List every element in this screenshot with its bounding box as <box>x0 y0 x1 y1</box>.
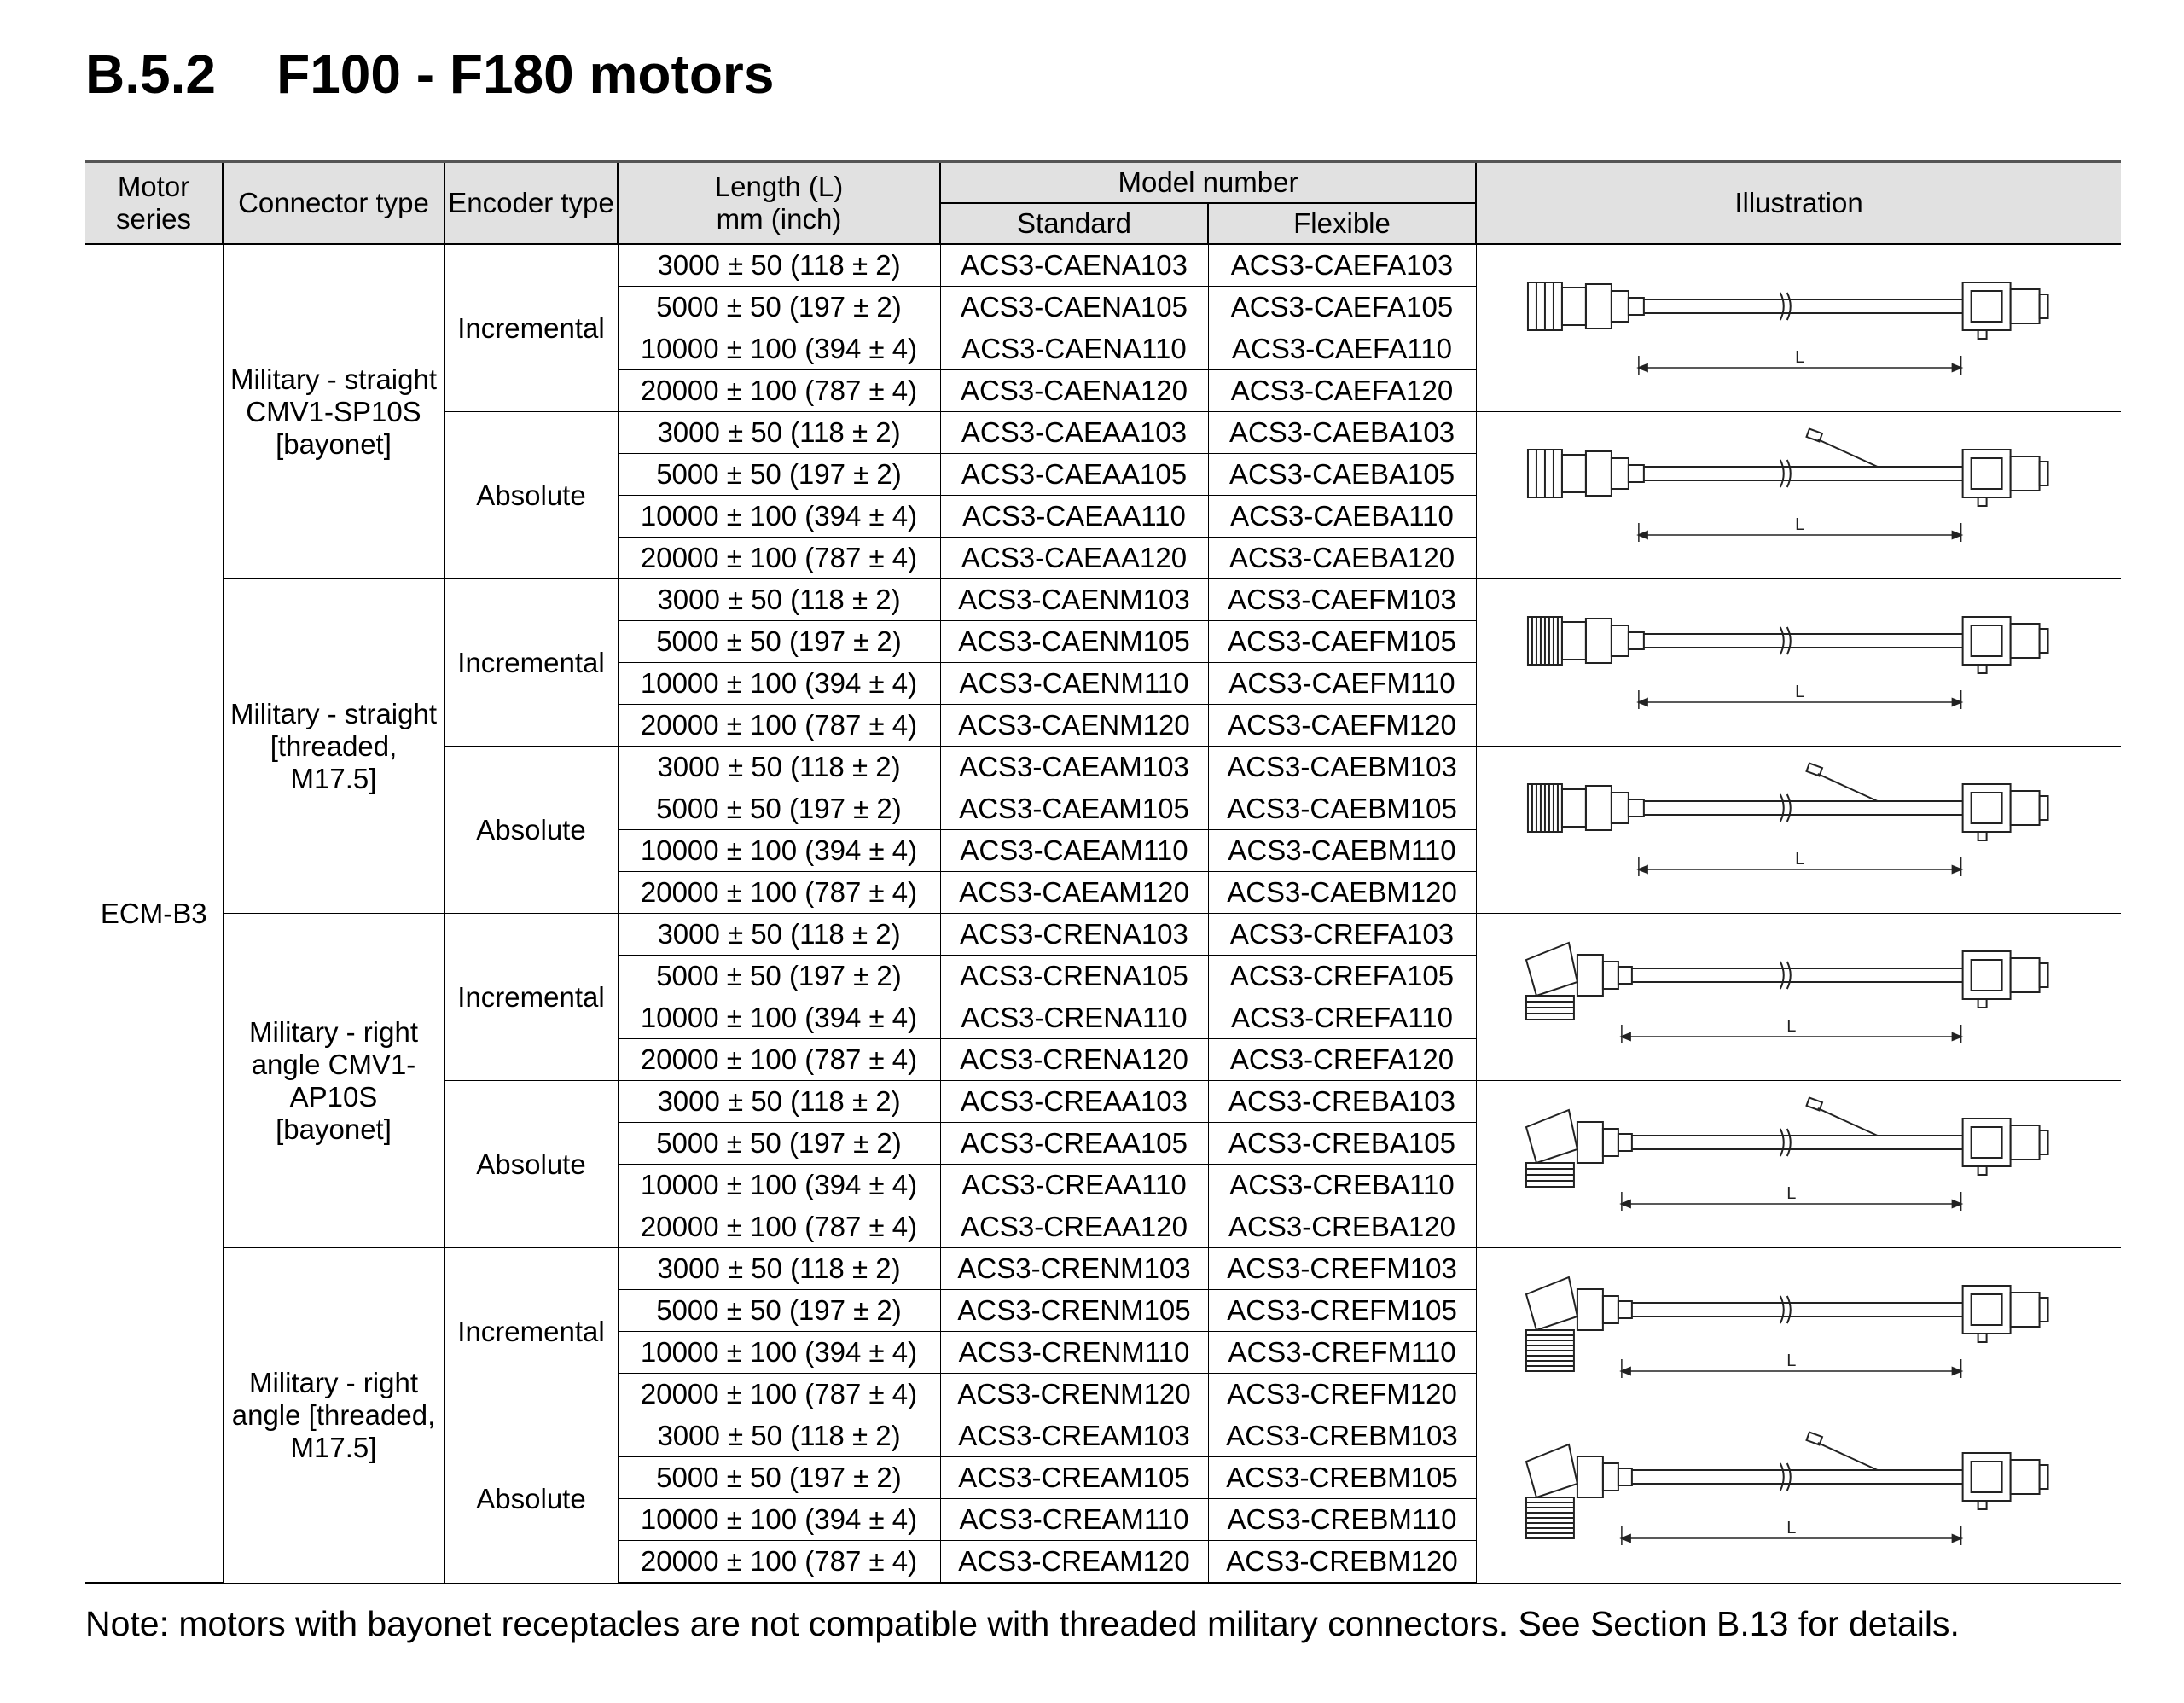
cable-illustration-cell <box>1476 1081 2121 1248</box>
standard-model-cell: ACS3-CREAA103 <box>940 1081 1208 1123</box>
footnote: Note: motors with bayonet receptacles are not compatible with threaded military connectors. See Section B.13 for details. <box>85 1604 1960 1643</box>
standard-model-cell: ACS3-CAENM105 <box>940 621 1208 663</box>
flexible-model-cell: ACS3-CREFA120 <box>1208 1039 1476 1081</box>
length-cell: 10000 ± 100 (394 ± 4) <box>618 663 940 705</box>
standard-model-cell: ACS3-CAEAM110 <box>940 830 1208 872</box>
cable-illustration <box>1477 1083 2122 1247</box>
connector-type-cell: Military - straight CMV1-SP10S [bayonet] <box>223 244 444 579</box>
flexible-model-cell: ACS3-CAEBM103 <box>1208 747 1476 788</box>
length-cell: 10000 ± 100 (394 ± 4) <box>618 496 940 538</box>
encoder-cable-table <box>85 160 2121 1584</box>
standard-model-cell: ACS3-CREAA105 <box>940 1123 1208 1165</box>
length-cell: 5000 ± 50 (197 ± 2) <box>618 621 940 663</box>
dimension-label: L <box>1794 514 1804 534</box>
flexible-model-cell: ACS3-CREBM103 <box>1208 1415 1476 1457</box>
length-cell: 10000 ± 100 (394 ± 4) <box>618 997 940 1039</box>
length-cell: 20000 ± 100 (787 ± 4) <box>618 538 940 579</box>
flexible-model-cell: ACS3-CAEBM120 <box>1208 872 1476 914</box>
flexible-model-cell: ACS3-CAEBM105 <box>1208 788 1476 830</box>
standard-model-cell: ACS3-CAEAA105 <box>940 454 1208 496</box>
cable-illustration-cell <box>1476 1415 2121 1584</box>
standard-model-cell: ACS3-CAENM103 <box>940 579 1208 621</box>
encoder-type-cell: Absolute <box>444 412 618 579</box>
flexible-model-cell: ACS3-CREBA103 <box>1208 1081 1476 1123</box>
flexible-model-cell: ACS3-CAEBA103 <box>1208 412 1476 454</box>
standard-model-cell: ACS3-CREAA110 <box>940 1165 1208 1206</box>
standard-model-cell: ACS3-CAEAA110 <box>940 496 1208 538</box>
connector-type-cell: Military - right angle CMV1-AP10S [bayonet] <box>223 914 444 1248</box>
standard-model-cell: ACS3-CRENM103 <box>940 1248 1208 1290</box>
length-cell: 10000 ± 100 (394 ± 4) <box>618 1332 940 1374</box>
motor-series-cell: ECM-B3 <box>85 244 223 1583</box>
flexible-model-cell: ACS3-CAEFM103 <box>1208 579 1476 621</box>
flexible-model-cell: ACS3-CREBM110 <box>1208 1499 1476 1541</box>
length-cell: 3000 ± 50 (118 ± 2) <box>618 579 940 621</box>
dimension-label: L <box>1786 1016 1796 1036</box>
flexible-model-cell: ACS3-CAEFA103 <box>1208 244 1476 287</box>
header-standard: Standard <box>940 203 1208 244</box>
standard-model-cell: ACS3-CREAM103 <box>940 1415 1208 1457</box>
length-cell: 20000 ± 100 (787 ± 4) <box>618 1374 940 1415</box>
dimension-label: L <box>1786 1351 1796 1370</box>
standard-model-cell: ACS3-CRENM110 <box>940 1332 1208 1374</box>
length-cell: 20000 ± 100 (787 ± 4) <box>618 1206 940 1248</box>
flexible-model-cell: ACS3-CAEBM110 <box>1208 830 1476 872</box>
header-connector-type: Connector type <box>223 162 444 245</box>
flexible-model-cell: ACS3-CREBA110 <box>1208 1165 1476 1206</box>
length-cell: 3000 ± 50 (118 ± 2) <box>618 412 940 454</box>
header-flexible: Flexible <box>1208 203 1476 244</box>
dimension-label: L <box>1794 682 1804 701</box>
cable-illustration-cell <box>1476 579 2121 747</box>
cable-illustration <box>1477 748 2122 912</box>
length-cell: 10000 ± 100 (394 ± 4) <box>618 1499 940 1541</box>
flexible-model-cell: ACS3-CAEFM110 <box>1208 663 1476 705</box>
flexible-model-cell: ACS3-CAEFA105 <box>1208 287 1476 328</box>
length-cell: 20000 ± 100 (787 ± 4) <box>618 1039 940 1081</box>
header-length: Length (L) mm (inch) <box>618 162 940 245</box>
table-row <box>85 579 2121 621</box>
length-cell: 5000 ± 50 (197 ± 2) <box>618 1457 940 1499</box>
flexible-model-cell: ACS3-CREFA105 <box>1208 956 1476 997</box>
cable-illustration <box>1477 915 2122 1079</box>
header-model-number: Model number <box>940 162 1476 204</box>
standard-model-cell: ACS3-CAENA110 <box>940 328 1208 370</box>
cable-illustration-cell <box>1476 914 2121 1081</box>
length-cell: 5000 ± 50 (197 ± 2) <box>618 956 940 997</box>
dimension-label: L <box>1786 1518 1796 1537</box>
flexible-model-cell: ACS3-CREBA105 <box>1208 1123 1476 1165</box>
flexible-model-cell: ACS3-CREFA103 <box>1208 914 1476 956</box>
flexible-model-cell: ACS3-CREFA110 <box>1208 997 1476 1039</box>
header-motor-series: Motor series <box>85 162 223 245</box>
length-cell: 5000 ± 50 (197 ± 2) <box>618 287 940 328</box>
encoder-type-cell: Incremental <box>444 914 618 1081</box>
cable-illustration-cell <box>1476 1248 2121 1415</box>
cable-illustration <box>1477 1250 2122 1414</box>
length-cell: 20000 ± 100 (787 ± 4) <box>618 1541 940 1584</box>
length-cell: 3000 ± 50 (118 ± 2) <box>618 914 940 956</box>
flexible-model-cell: ACS3-CREFM105 <box>1208 1290 1476 1332</box>
flexible-model-cell: ACS3-CAEBA120 <box>1208 538 1476 579</box>
flexible-model-cell: ACS3-CREBM120 <box>1208 1541 1476 1584</box>
dimension-label: L <box>1786 1183 1796 1203</box>
standard-model-cell: ACS3-CRENA105 <box>940 956 1208 997</box>
standard-model-cell: ACS3-CRENM120 <box>940 1374 1208 1415</box>
length-cell: 20000 ± 100 (787 ± 4) <box>618 872 940 914</box>
encoder-type-cell: Absolute <box>444 1415 618 1584</box>
length-cell: 5000 ± 50 (197 ± 2) <box>618 1123 940 1165</box>
table-body <box>85 244 2121 1583</box>
length-cell: 20000 ± 100 (787 ± 4) <box>618 370 940 412</box>
cable-illustration <box>1477 1417 2122 1581</box>
flexible-model-cell: ACS3-CREFM110 <box>1208 1332 1476 1374</box>
cable-illustration-cell <box>1476 244 2121 412</box>
standard-model-cell: ACS3-CREAM110 <box>940 1499 1208 1541</box>
encoder-type-cell: Incremental <box>444 244 618 412</box>
standard-model-cell: ACS3-CRENA110 <box>940 997 1208 1039</box>
standard-model-cell: ACS3-CRENA103 <box>940 914 1208 956</box>
flexible-model-cell: ACS3-CAEBA105 <box>1208 454 1476 496</box>
standard-model-cell: ACS3-CREAA120 <box>940 1206 1208 1248</box>
flexible-model-cell: ACS3-CAEBA110 <box>1208 496 1476 538</box>
length-cell: 5000 ± 50 (197 ± 2) <box>618 1290 940 1332</box>
length-cell: 3000 ± 50 (118 ± 2) <box>618 1081 940 1123</box>
cable-illustration-cell <box>1476 412 2121 579</box>
standard-model-cell: ACS3-CAENA120 <box>940 370 1208 412</box>
standard-model-cell: ACS3-CREAM105 <box>940 1457 1208 1499</box>
section-title: B.5.2 F100 - F180 motors <box>85 44 775 105</box>
standard-model-cell: ACS3-CAEAM120 <box>940 872 1208 914</box>
flexible-model-cell: ACS3-CREBM105 <box>1208 1457 1476 1499</box>
standard-model-cell: ACS3-CAEAA103 <box>940 412 1208 454</box>
standard-model-cell: ACS3-CRENM105 <box>940 1290 1208 1332</box>
flexible-model-cell: ACS3-CREFM103 <box>1208 1248 1476 1290</box>
table-row <box>85 244 2121 287</box>
standard-model-cell: ACS3-CAENA103 <box>940 244 1208 287</box>
cable-illustration <box>1477 414 2122 578</box>
standard-model-cell: ACS3-CAENM110 <box>940 663 1208 705</box>
length-cell: 3000 ± 50 (118 ± 2) <box>618 747 940 788</box>
encoder-type-cell: Incremental <box>444 1248 618 1415</box>
dimension-label: L <box>1794 849 1804 869</box>
standard-model-cell: ACS3-CAEAM103 <box>940 747 1208 788</box>
encoder-type-cell: Absolute <box>444 747 618 914</box>
standard-model-cell: ACS3-CAEAM105 <box>940 788 1208 830</box>
length-cell: 3000 ± 50 (118 ± 2) <box>618 244 940 287</box>
encoder-type-cell: Absolute <box>444 1081 618 1248</box>
length-cell: 3000 ± 50 (118 ± 2) <box>618 1415 940 1457</box>
length-cell: 10000 ± 100 (394 ± 4) <box>618 1165 940 1206</box>
standard-model-cell: ACS3-CRENA120 <box>940 1039 1208 1081</box>
cable-illustration <box>1477 247 2122 410</box>
length-cell: 5000 ± 50 (197 ± 2) <box>618 788 940 830</box>
flexible-model-cell: ACS3-CAEFM120 <box>1208 705 1476 747</box>
standard-model-cell: ACS3-CAEAA120 <box>940 538 1208 579</box>
header-encoder-type: Encoder type <box>444 162 618 245</box>
table-row <box>85 1248 2121 1290</box>
cable-illustration-cell <box>1476 747 2121 914</box>
flexible-model-cell: ACS3-CAEFM105 <box>1208 621 1476 663</box>
length-cell: 3000 ± 50 (118 ± 2) <box>618 1248 940 1290</box>
length-cell: 5000 ± 50 (197 ± 2) <box>618 454 940 496</box>
connector-type-cell: Military - straight [threaded, M17.5] <box>223 579 444 914</box>
dimension-label: L <box>1794 347 1804 367</box>
header-illustration: Illustration <box>1476 162 2121 245</box>
connector-type-cell: Military - right angle [threaded, M17.5] <box>223 1248 444 1584</box>
flexible-model-cell: ACS3-CAEFA110 <box>1208 328 1476 370</box>
encoder-type-cell: Incremental <box>444 579 618 747</box>
flexible-model-cell: ACS3-CREBA120 <box>1208 1206 1476 1248</box>
length-cell: 20000 ± 100 (787 ± 4) <box>618 705 940 747</box>
table-row <box>85 914 2121 956</box>
standard-model-cell: ACS3-CAENA105 <box>940 287 1208 328</box>
flexible-model-cell: ACS3-CAEFA120 <box>1208 370 1476 412</box>
standard-model-cell: ACS3-CREAM120 <box>940 1541 1208 1584</box>
length-cell: 10000 ± 100 (394 ± 4) <box>618 328 940 370</box>
standard-model-cell: ACS3-CAENM120 <box>940 705 1208 747</box>
flexible-model-cell: ACS3-CREFM120 <box>1208 1374 1476 1415</box>
cable-illustration <box>1477 581 2122 745</box>
length-cell: 10000 ± 100 (394 ± 4) <box>618 830 940 872</box>
